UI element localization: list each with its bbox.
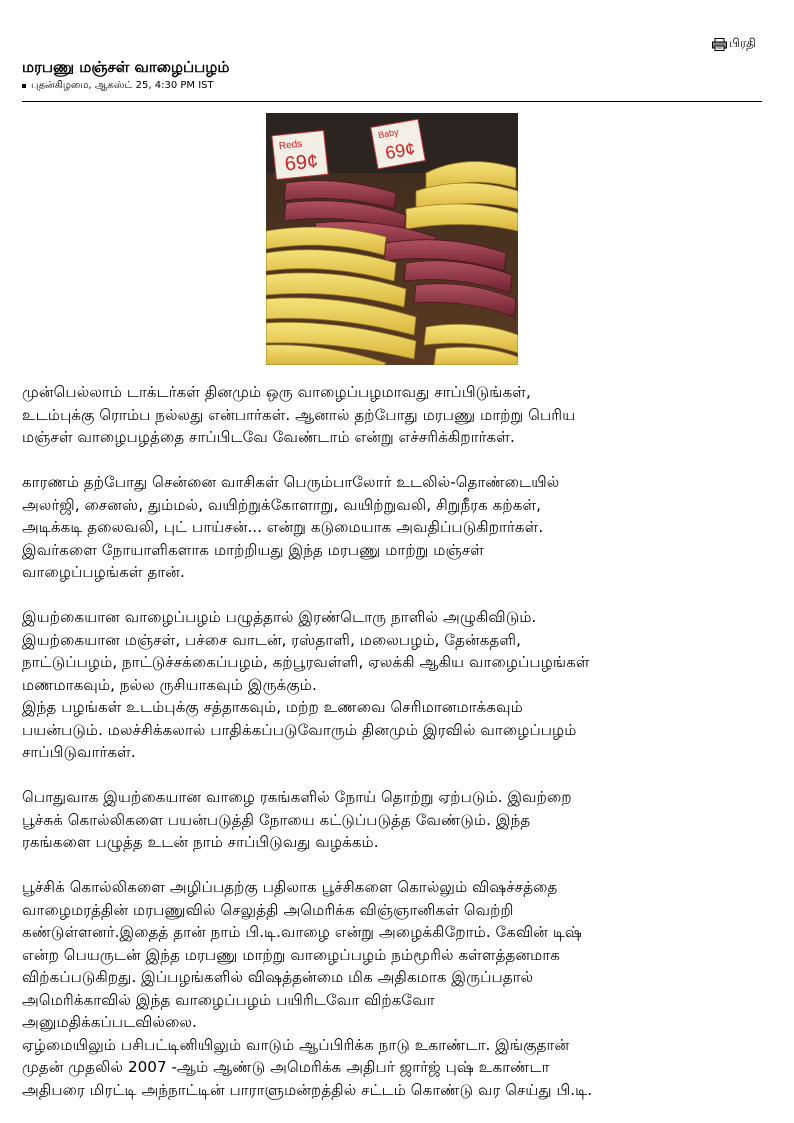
bananas-photo (266, 113, 518, 365)
article-dateline (22, 80, 214, 92)
print-label: பிரதி (729, 36, 756, 50)
svg-text:69¢: 69¢ (383, 138, 417, 164)
article-body (22, 381, 767, 1101)
bullet-icon (22, 84, 26, 88)
article-paragraph: முன்பெல்லாம் டாக்டர்கள் தினமும் ஒரு வாழைப்பழமாவது சாப்பிடுங்கள், உடம்புக்கு ரொம்ப நல்லது என்பார்கள். ஆனால் தற்போது மரபணு மாற்று பெரிய மஞ்சள் வாழைபழத்தை சாப்பிடவே வேண்டாம் என்று எச்சரிக்கிறார்கள். (22, 383, 576, 446)
header-divider (22, 101, 762, 102)
svg-text:Reds: Reds (278, 138, 303, 153)
printer-icon (712, 38, 727, 51)
svg-text:Baby: Baby (377, 126, 400, 141)
article-paragraph: இயற்கையான வாழைப்பழம் பழுத்தால் இரண்டொரு நாளில் அழுகிவிடும். இயற்கையான மஞ்சள், பச்சை வாடன், ரஸ்தாளி, மலைபழம், தேன்கதளி, நாட்டுப்பழம், நாட்டுச்சக்கைப்பழம், கற்பூரவள்ளி, ஏலக்கி ஆகிய வாழைப்பழங்கள் மணமாகவும், நல்ல ருசியாகவும் இருக்கும். இந்த பழங்கள் உடம்புக்கு சத்தாகவும், மற்ற உணவை செரிமானமாக்கவும் பயன்படும். மலச்சிக்கலால் பாதிக்கப்படுவோரும் தினமும் இரவில் வாழைப்பழம் சாப்பிடுவார்கள். (22, 608, 590, 761)
dateline-text: புதன்கிழமை, ஆகஸ்ட் 25, 4:30 PM IST (31, 80, 214, 91)
price-sign-left (272, 130, 328, 179)
article-paragraph: காரணம் தற்போது சென்னை வாசிகள் பெரும்பாலோர் உடலில்-தொண்டையில் அலர்ஜி, சைனஸ், தும்மல், வயிற்றுக்கோளாறு, வயிற்றுவலி, சிறுநீரக கற்கள், அடிக்கடி தலைவலி, புட் பாய்சன்... என்று கடுமையாக அவதிப்படுகிறார்கள். இவர்களை நோயாளிகளாக மாற்றியது இந்த மரபணு மாற்று மஞ்சள் வாழைப்பழங்கள் தான். (22, 473, 560, 581)
print-link[interactable] (712, 36, 756, 52)
price-sign-right (371, 119, 426, 169)
article-photo (266, 113, 518, 365)
svg-text:69¢: 69¢ (283, 150, 320, 176)
article-title: மரபணு மஞ்சள் வாழைப்பழம் (22, 58, 230, 76)
article-paragraph: பொதுவாக இயற்கையான வாழை ரகங்களில் நோய் தொற்று ஏற்படும். இவற்றை பூச்சுக் கொல்லிகளை பயன்படுத்தி நோயை கட்டுப்படுத்த வேண்டும். இந்த ரகங்களை பழுத்த உடன் நாம் சாப்பிடுவது வழக்கம். (22, 788, 572, 851)
article-paragraph: பூச்சிக் கொல்லிகளை அழிப்பதற்கு பதிலாக பூச்சிகளை கொல்லும் விஷச்சத்தை வாழைமரத்தின் மரபணுவில் செலுத்தி அமெரிக்க விஞ்ஞானிகள் வெற்றி கண்டுள்ளனர்.இதைத் தான் நாம் பி.டி.வாழை என்று அழைக்கிறோம். கேவின் டிஷ் என்ற பெயருடன் இந்த மரபணு மாற்று வாழைப்பழம் நம்மூரில் கள்ளத்தனமாக விற்கப்படுகிறது. இப்பழங்களில் விஷத்தன்மை மிக அதிகமாக இருப்பதால் அமெரிக்காவில் இந்த வாழைப்பழம் பயிரிடவோ விற்கவோ அனுமதிக்கப்படவில்லை. ஏழ்மையிலும் பசிபட்டினியிலும் வாடும் ஆப்பிரிக்க நாடு உகாண்டா. இங்குதான் முதன் முதலில் 2007 -ஆம் ஆண்டு அமெரிக்க அதிபர் ஜார்ஜ் புஷ் உகாண்டா அதிபரை மிரட்டி அந்நாட்டின் பாராளுமன்றத்தில் சட்டம் கொண்டு வர செய்து பி.டி. (22, 878, 593, 1099)
